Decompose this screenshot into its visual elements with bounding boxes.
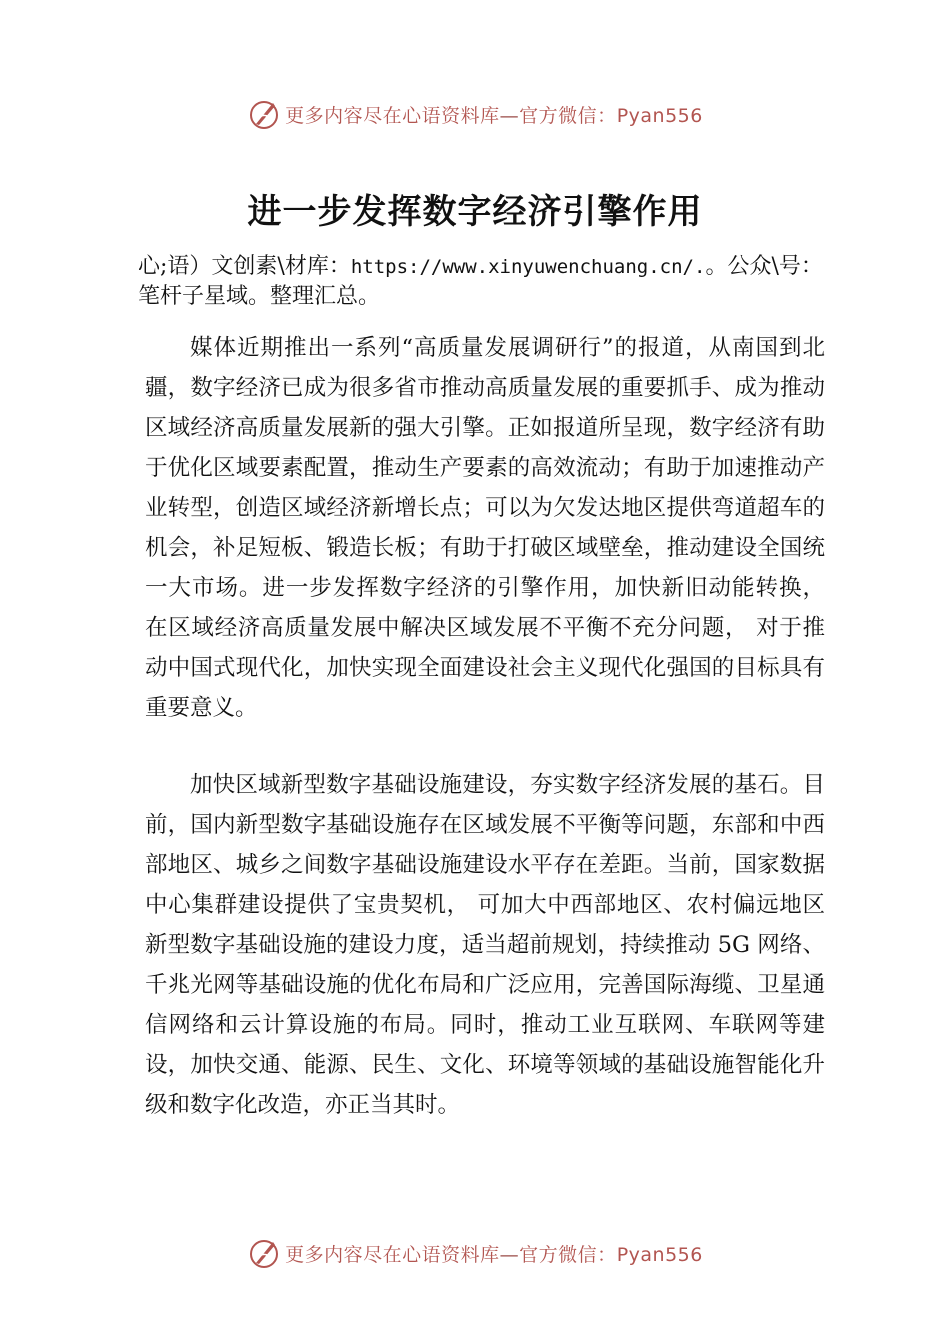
banner-wechat-id: Pyan556 [616,104,703,127]
paragraph-2: 加快区域新型数字基础设施建设，夯实数字经济发展的基石。目前，国内新型数字基础设施存在区域发展不平衡等问题，东部和中西部地区、城乡之间数字基础设施建设水平存在差距。当前，国家数据中心集群建设提供了宝贵契机， 可加大中西部地区、农村偏远地区新型数字基础设施的建设力度，适当超前规划，持续推动 5G 网络、千兆光网等基础设施的优化布局和广泛应用，完善国际海缆、卫星通信网络和云计算设施的布局。同时，推动工业互联网、车联网等建设，加快交通、能源、民生、文化、环境等领域的基础设施智能化升级和数字化改造，亦正当其时。 [145,772,825,1118]
source-line [138,252,838,312]
banner-text [285,101,703,128]
banner-main-text: 更多内容尽在心语资料库 [285,1243,500,1266]
quill-logo-icon [247,97,281,131]
banner-separator: — [499,1243,520,1266]
source-url: https://www.xinyuwenchuang.cn/. [350,256,706,278]
banner-text [285,1240,703,1267]
paragraph-1: 媒体近期推出一系列“高质量发展调研行”的报道，从南国到北疆，数字经济已成为很多省市推动高质量发展的重要抓手、成为推动区域经济高质量发展新的强大引擎。正如报道所呈现，数字经济有助于优化区域要素配置，推动生产要素的高效流动；有助于加速推动产业转型，创造区域经济新增长点；可以为欠发达地区提供弯道超车的机会，补足短板、锻造长板；有助于打破区域壁垒，推动建设全国统一大市场。进一步发挥数字经济的引擎作用，加快新旧动能转换， 在区域经济高质量发展中解决区域发展不平衡不充分问题， 对于推动中国式现代化，加快实现全面建设社会主义现代化强国的目标具有重要意义。 [145,335,825,721]
page-title: 进一步发挥数字经济引擎作用 [247,192,703,232]
banner-wechat-id: Pyan556 [616,1243,703,1266]
banner-wechat-label: 官方微信： [519,1243,617,1266]
header-banner [0,94,950,134]
banner-separator: — [499,104,520,127]
footer-banner [0,1233,950,1273]
source-prefix: 心;语）文创素\材库： [138,254,351,279]
quill-logo-icon [247,1236,281,1270]
source-suffix: 。公众\号：笔杆子星域。整理汇总。 [138,254,823,309]
banner-wechat-label: 官方微信： [519,104,617,127]
banner-main-text: 更多内容尽在心语资料库 [285,104,500,127]
